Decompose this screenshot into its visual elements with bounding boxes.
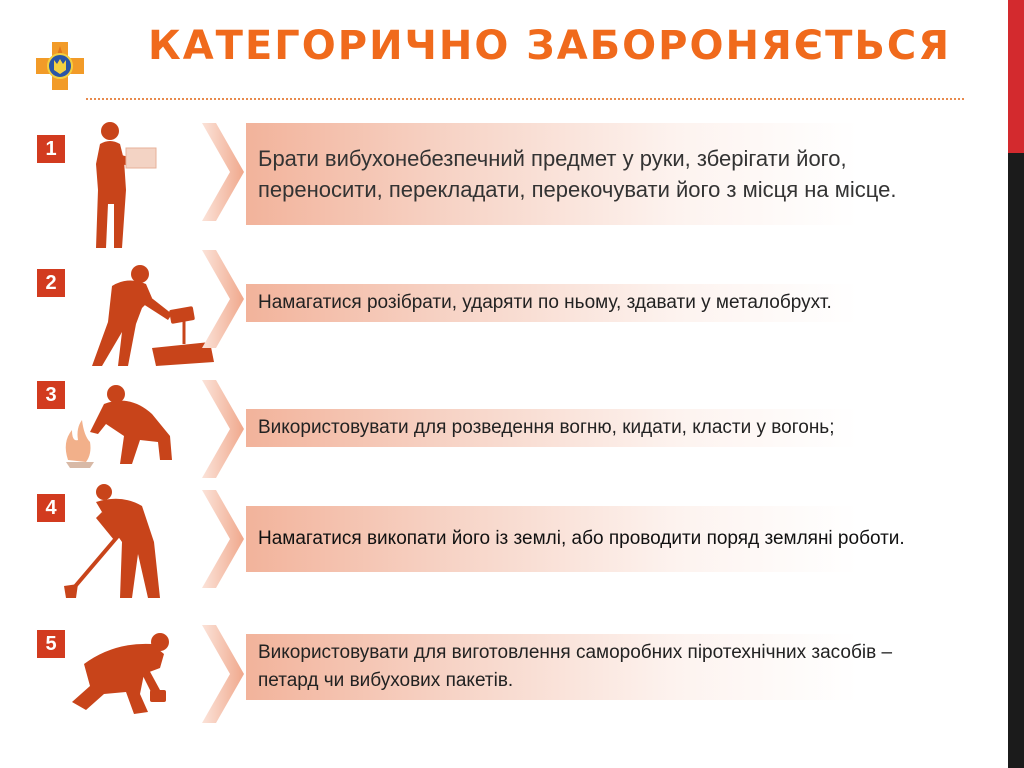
side-accent-black [1008,153,1024,768]
title-divider [86,98,964,100]
chevron-right-icon [202,490,244,588]
man-kneeling-icon [64,628,176,720]
man-carrying-box-icon [88,120,160,254]
chevron-right-icon [202,123,244,221]
item-4-text-box [246,506,966,572]
item-5-text: Використовувати для виготовлення саморобних піротехнічних засобів – петард чи вибухових пакетів. [258,642,893,691]
item-1-text: Брати вибухонебезпечний предмет у руки, зберігати його, переносити, перекладати, перекочувати його з місця на місце. [258,146,897,202]
chevron-right-icon [202,250,244,348]
item-4-text: Намагатися викопати його із землі, або проводити поряд земляні роботи. [258,528,905,549]
item-2-text: Намагатися розібрати, ударяти по ньому, здавати у металобрухт. [258,292,832,313]
item-1-number: 1 [37,135,65,163]
dsns-emblem-icon [34,40,86,92]
item-3-text: Використовувати для розведення вогню, кидати, класти у вогонь; [258,417,835,438]
chevron-right-icon [202,380,244,478]
man-hammering-icon [72,262,220,370]
chevron-right-icon [202,625,244,723]
man-by-fire-icon [60,384,180,472]
item-2-number: 2 [37,269,65,297]
item-3-number: 3 [37,381,65,409]
item-5-text-box [246,634,966,700]
man-digging-icon [62,482,180,602]
item-2-text-box [246,284,966,322]
page-title: КАТЕГОРИЧНО ЗАБОРОНЯЄТЬСЯ [148,23,952,69]
item-1-text-box [246,123,966,225]
item-4-number: 4 [37,494,65,522]
item-5-number: 5 [37,630,65,658]
item-3-text-box [246,409,966,447]
side-accent-red [1008,0,1024,153]
